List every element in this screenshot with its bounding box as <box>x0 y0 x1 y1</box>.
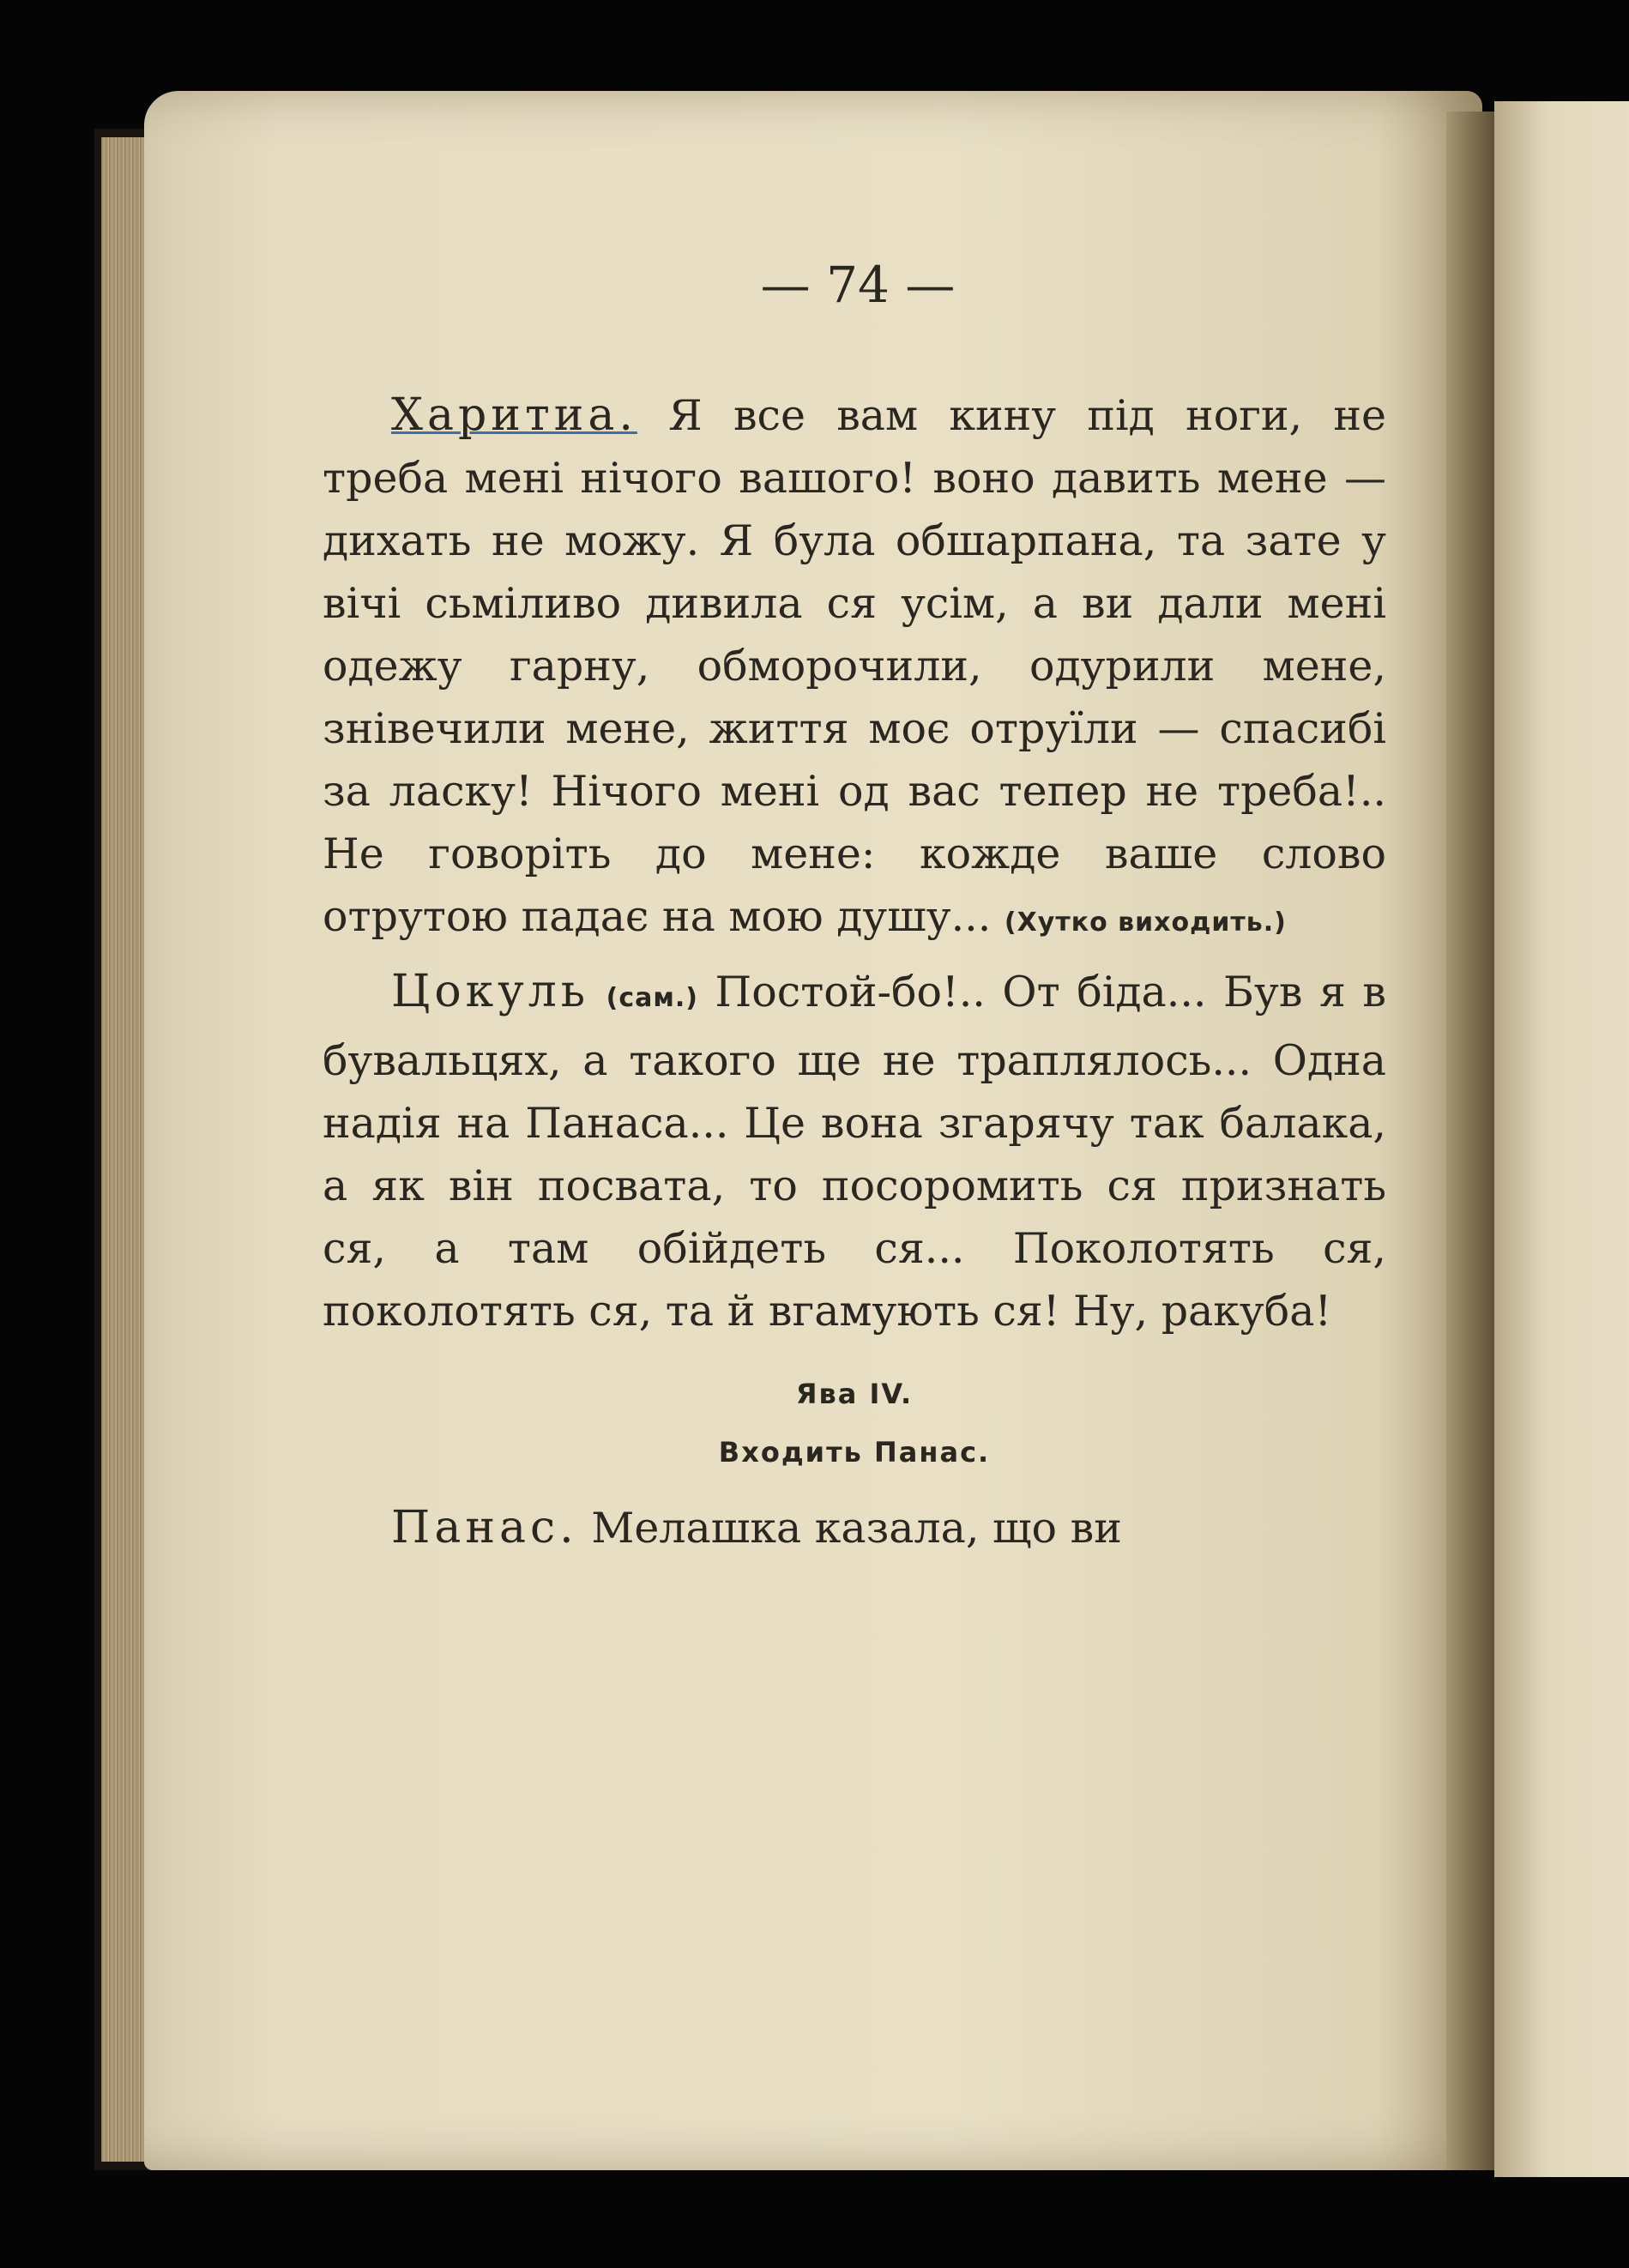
book-gutter <box>1446 112 1494 2170</box>
paragraph-panas <box>323 1497 1386 1559</box>
facing-page <box>1494 101 1629 2177</box>
scene-direction: Входить Панас. <box>718 1436 991 1469</box>
speaker-name: Харитиа. <box>391 389 637 441</box>
scene-title: Ява IV. <box>795 1378 914 1410</box>
speaker-name: Цокуль <box>391 966 590 1017</box>
page-number: — 74 — <box>760 256 956 314</box>
dialogue-text: Мелашка казала, що ви <box>577 1504 1122 1553</box>
stage-direction: (Хутко виходить.) <box>1004 908 1287 938</box>
paragraph-kharytia <box>323 384 1386 954</box>
paragraph-tsokul <box>323 961 1386 1342</box>
speaker-name: Панас. <box>391 1502 578 1553</box>
dialogue-text: Я все вам кину під ноги, не треба мені нічого вашого! воно давить мене — дихать не можу. Я була обшарпана, та зате у вічі сьміливо дивила ся усім, а ви дали мені одежу гарну, обморочили, одурили мене, знівечили мене, життя моє отруїли — спасибі за ласку! Нічого мені од вас тепер не треба!.. Не говоріть до мене: кожде ваше слово отрутою падає на мою душу... <box>323 391 1386 941</box>
stage-direction: (сам.) <box>606 983 698 1013</box>
dialogue-text: Постой-бо!.. От біда... Був я в бувальцях, а такого ще не траплялось... Одна надія на Панаса... Це вона згарячу так балака, а як він посвата, то посоромить ся признать ся, а там обійдеть ся... Поколотять ся, поколотять ся, та й вгамують ся! Ну, ракуба! <box>323 968 1386 1336</box>
page-text <box>323 384 1386 1559</box>
